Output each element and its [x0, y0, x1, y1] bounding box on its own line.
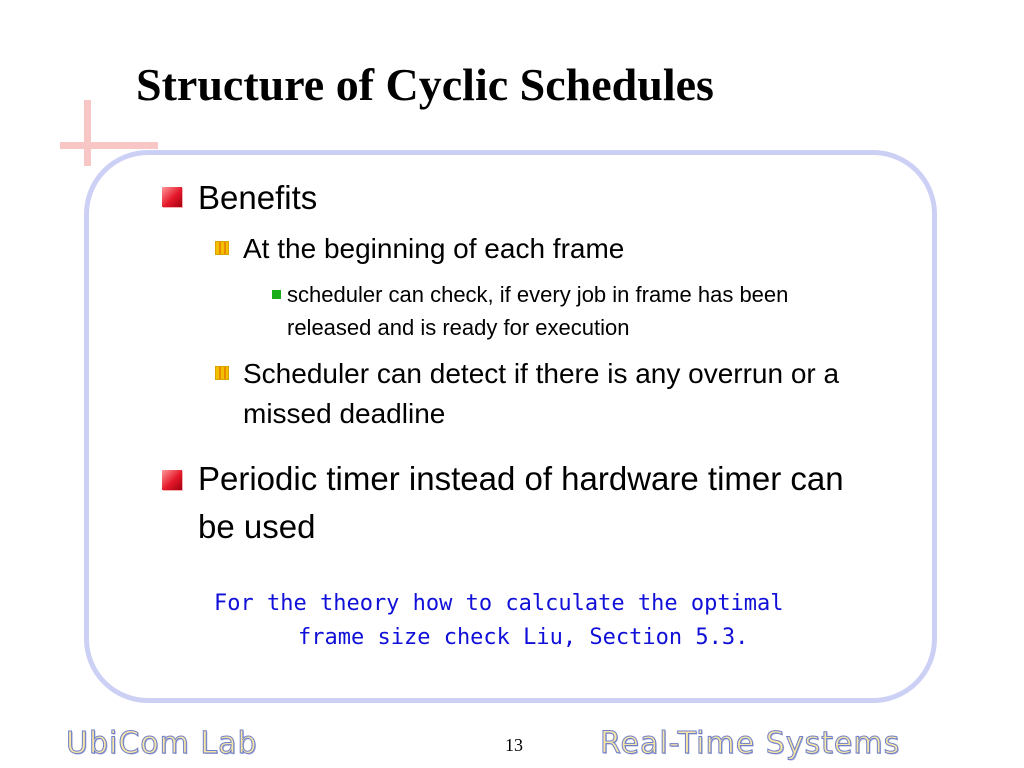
bullet-scheduler-check-line2: released and is ready for execution [287, 315, 630, 340]
bullet-scheduler-check-line1: scheduler can check, if every job in frame has been [287, 282, 789, 307]
red-square-bullet-icon [162, 470, 182, 490]
theory-note-line2: frame size check Liu, Section 5.3. [298, 625, 749, 650]
yellow-square-bullet-icon [215, 366, 229, 380]
bullet-detect-overrun-line1: Scheduler can detect if there is any overrun or a [243, 358, 840, 389]
footer-lab-name: UbiCom Lab [66, 726, 258, 761]
bullet-periodic-timer-line1: Periodic timer instead of hardware timer can [198, 460, 844, 497]
red-square-bullet-icon [162, 187, 182, 207]
green-square-bullet-icon [272, 290, 281, 299]
bullet-detect-overrun-line2: missed deadline [243, 398, 446, 429]
theory-note-line1: For the theory how to calculate the optimal [214, 591, 784, 616]
decorative-cross-vertical [84, 100, 91, 166]
bullet-periodic-timer-line2: be used [198, 508, 316, 545]
page-number: 13 [505, 735, 523, 755]
footer-course-name: Real-Time Systems [600, 726, 901, 761]
decorative-cross-horizontal [60, 142, 158, 149]
yellow-square-bullet-icon [215, 241, 229, 255]
slide-title: Structure of Cyclic Schedules [136, 59, 714, 110]
bullet-benefits: Benefits [198, 179, 318, 216]
bullet-beginning-of-frame: At the beginning of each frame [243, 233, 625, 264]
